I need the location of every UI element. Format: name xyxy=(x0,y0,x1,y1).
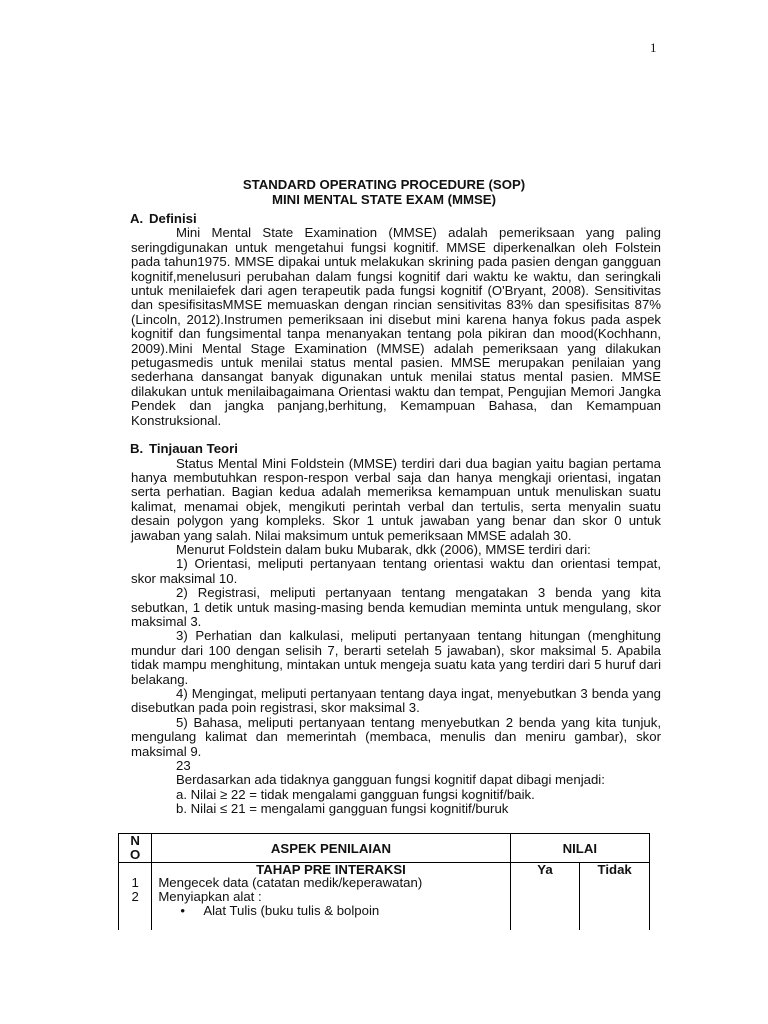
table-row xyxy=(119,863,650,939)
col-ya: Ya xyxy=(510,863,580,939)
header-no-line2: O xyxy=(130,847,141,862)
mmse-item-registration: 2) Registrasi, meliputi pertanyaan tentang mengatakan 3 benda yang kita sebutkan, 1 detik untuk masing-masing benda kemudian meminta untuk mengulang, skor maksimal 3. xyxy=(131,585,661,629)
col-tidak: Tidak xyxy=(580,863,650,939)
header-nilai: NILAI xyxy=(510,834,649,863)
mmse-item-recall: 4) Mengingat, meliputi pertanyaan tentang daya ingat, menyebutkan 3 benda yang disebutkan pada poin registrasi, skor maksimal 3. xyxy=(131,686,661,716)
classification-intro: Berdasarkan ada tidaknya gangguan fungsi kognitif dapat dibagi menjadi: xyxy=(176,772,605,788)
page-number: 1 xyxy=(650,40,657,55)
mmse-item-orientation: 1) Orientasi, meliputi pertanyaan tentang orientasi waktu dan orientasi tempat, skor maksimal 10. xyxy=(131,556,661,586)
classification-good: a. Nilai ≥ 22 = tidak mengalami gangguan fungsi kognitif/baik. xyxy=(176,786,535,802)
mmse-item-language: 5) Bahasa, meliputi pertanyaan tentang menyebutkan 2 benda yang kita tunjuk, mengulang kalimat dan memerintah (membaca, menulis dan meniru gambar), skor maksimal 9. xyxy=(131,714,661,759)
stage-pre-interaction: TAHAP PRE INTERAKSI xyxy=(256,862,406,877)
step-check-data: Mengecek data (catatan medik/keperawatan) xyxy=(158,875,423,890)
bullet-icon: • xyxy=(180,903,185,918)
section-a-heading xyxy=(130,212,661,226)
section-a-paragraph: Mini Mental State Examination (MMSE) adalah pemeriksaan yang paling seringdigunakan untuk mengetahui fungsi kognitif. MMSE diperkenalkan oleh Folstein pada tahun1975. MMSE dipakai untuk melakukan skrining pada pasien dengan gangguan kognitif,menelusuri perubahan dalam fungsi kognitif dari waktu ke waktu, dan seringkali untuk menilaiefek dari agen terapeutik pada fungsi kognitif (O'Bryant, 2008). Sensitivitas dan spesifisitasMMSE memuaskan dengan rincian sensitivitas 83% dan spesifisitas 87% (Lincoln, 2012).Instrumen pemeriksaan ini disebut mini karena hanya fokus pada aspek kognitif dan fungsimental tanpa menanyakan tentang pola pikiran dan mood(Kochhann, 2009).Mini Mental Stage Examination (MMSE) adalah pemeriksaan yang dilakukan petugasmedis untuk menilai status mental pasien. MMSE merupakan penilaian yang sederhana dansangat banyak digunakan untuk menilai status mental pasien. MMSE dilakukan untuk menilaibagaimana Orientasi waktu dan tempat, Pengujian Memori Jangka Pendek dan jangka panjang,berhitung, Kemampuan Bahasa, dan Kemampuan Konstruksional. xyxy=(131,225,661,428)
header-aspect: ASPEK PENILAIAN xyxy=(152,834,510,863)
row-number-1: 1 xyxy=(131,875,139,890)
title-line-1: STANDARD OPERATING PROCEDURE (SOP) xyxy=(242,177,526,192)
section-b-intro: Menurut Foldstein dalam buku Mubarak, dkk (2006), MMSE terdiri dari: xyxy=(176,541,591,557)
row-numbers xyxy=(119,863,152,939)
section-b-heading xyxy=(130,442,661,456)
title-line-2: MINI MENTAL STATE EXAM (MMSE) xyxy=(272,192,496,207)
page-bottom-margin xyxy=(0,930,768,1024)
section-b-number: B. xyxy=(130,441,144,457)
document-body xyxy=(131,212,661,817)
row-steps xyxy=(152,863,510,939)
mmse-item-attention: 3) Perhatian dan kalkulasi, meliputi pertanyaan tentang hitungan (menghitung mundur dari 100 dengan selisih 7, berarti setelah 5 jawaban), skor maksimal 5. Apabila tidak mampu menghitung, mintakan untuk mengeja suatu kata yang terdiri dari 5 huruf dari belakang. xyxy=(131,628,661,687)
stray-number: 23 xyxy=(176,758,191,774)
document-title xyxy=(0,177,768,207)
classification-poor: b. Nilai ≤ 21 = mengalami gangguan fungsi kognitif/buruk xyxy=(176,801,509,817)
header-no-line1: N xyxy=(130,833,140,848)
row-number-2: 2 xyxy=(131,889,139,904)
section-b-paragraph: Status Mental Mini Foldstein (MMSE) terdiri dari dua bagian yaitu bagian pertama hanya membutuhkan respon-respon verbal saja dan hanya mengkaji orientasi, ingatan serta perhatian. Bagian kedua adalah memeriksa kemampuan untuk menuliskan suatu kalimat, menamai objek, mengikuti perintah verbal dan tertulis, serta menyalin suatu desain polygon yang kompleks. Skor 1 untuk jawaban yang benar dan skor 0 untuk jawaban yang salah. Nilai maksimum untuk pemeriksaan MMSE adalah 30. xyxy=(131,455,661,543)
step-prepare-tools: Menyiapkan alat : xyxy=(158,889,262,904)
list-item xyxy=(158,904,503,918)
section-b-title: Tinjauan Teori xyxy=(149,441,238,457)
header-no xyxy=(119,834,152,863)
section-a-title: Definisi xyxy=(149,211,197,226)
assessment-table xyxy=(118,833,650,938)
bullet-text: Alat Tulis (buku tulis & bolpoin xyxy=(203,903,380,918)
table-header-row xyxy=(119,834,650,863)
section-a-number: A. xyxy=(130,211,144,226)
